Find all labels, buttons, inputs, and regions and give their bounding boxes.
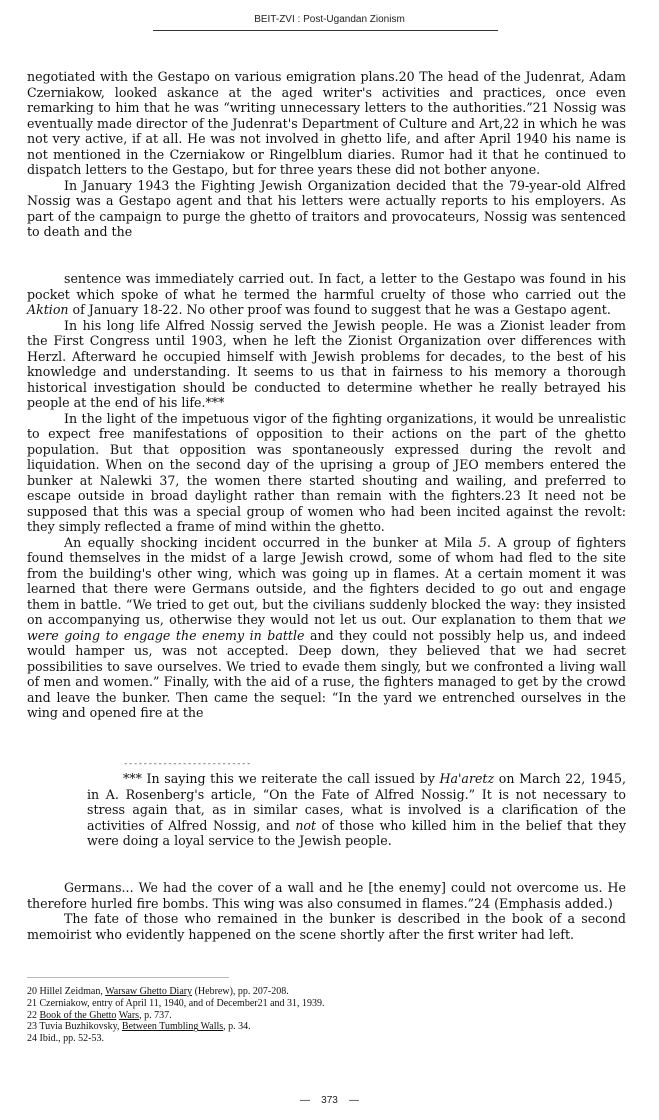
text-span: *** In saying this we reiterate the call issued by — [123, 771, 440, 786]
italic-emphasis: not — [295, 817, 317, 833]
footnote-rule — [27, 977, 229, 978]
italic-number: 5 — [478, 534, 487, 550]
note-separator: -------------------------- — [123, 759, 251, 769]
body-block-1 — [27, 69, 626, 240]
page-number-value: 373 — [321, 1095, 338, 1106]
italic-source: Ha'aretz — [439, 771, 495, 786]
footnote-20 — [27, 986, 367, 998]
dash: — — [348, 1095, 359, 1106]
text-span: sentence was immediately carried out. In fact, a letter to the Gestapo was found in his pocket which spoke of what he termed the harmful cruelty of those who carried out the — [27, 271, 626, 302]
footnote-24 — [27, 1033, 367, 1045]
footnote-number: 20 — [27, 986, 37, 997]
text-span: . A group of fighters found themselves in the midst of a large Jewish crowd, some of whom had fled to the site from the building's other wing, which was going up in flames. At a certain moment it was learned that there were Germans outside, and the fighters decided to go out and engage them in battle. “We tried to get out, but the civilians suddenly blocked the way: they insisted on accompanying us, otherwise they would not let us out. Our explanation to them that — [27, 534, 626, 627]
header-rule — [153, 30, 498, 31]
running-header: BEIT-ZVI : Post-Ugandan Zionism — [254, 14, 405, 25]
paragraph — [27, 271, 626, 318]
footnote-title: Between Tumbling Walls — [121, 1021, 224, 1033]
text-span: of January 18-22. No other proof was found to suggest that he was a Gestapo agent. — [68, 302, 611, 317]
text-span: Tuvia Buzhikovsky, — [37, 1021, 122, 1033]
footnote-title: Warsaw Ghetto Diary — [105, 986, 193, 997]
dash: — — [300, 1095, 311, 1106]
italic-term: Aktion — [27, 302, 69, 317]
paragraph: Germans... We had the cover of a wall and he [the enemy] could not overcome us. He therefore hurled fire bombs. This wing was also consumed in flames.”24 (Emphasis added.) — [27, 880, 626, 911]
text-span: Hillel Zeidman, — [37, 986, 106, 997]
text-span: (Hebrew), pp. 207-208. — [192, 986, 289, 997]
text-span: on March 22, 1945, in A. Rosenberg's article, “On the Fate of Alfred Nossig.” It is not necessary to stress again that, as in similar cases, what is involved is a clarification of the activities of Alfred Nossig, and — [87, 771, 626, 833]
page-number — [0, 1095, 659, 1106]
text-span: An equally shocking incident occurred in the bunker at Mila — [64, 534, 479, 550]
paragraph: negotiated with the Gestapo on various emigration plans.20 The head of the Judenrat, Adam Czerniakow, looked askance at the aged writer's activities and practices, once even remarking to him that he was “writing unnecessary letters to the authorities.”21 Nossig was eventually made director of the Judenrat's Department of Culture and Art,22 in which he was not very active, if at all. He was not involved in ghetto life, and after April 1940 his name is not mentioned in the Czerniakow or Ringelblum diaries. Rumor had it that he continued to dispatch letters to the Gestapo, but for three years these did not bother anyone. — [27, 69, 626, 177]
footnote-22 — [27, 1010, 367, 1022]
text-span: , p. 34. — [223, 1021, 251, 1033]
footnote-title: Book of the Ghetto — [39, 1009, 117, 1021]
footnote-number: 23 — [27, 1021, 37, 1033]
text-span: , p. 737. — [139, 1009, 172, 1021]
text-span: and they could not possibly help us, and indeed would hamper us, was not accepted. Deep down, they believed that we had secret possibilities to save ourselves. We tried to evade them singly, but we confronted a living wall of men and women.” Finally, with the aid of a ruse, the fighters managed to get by the crowd and leave the bunker. Then came the sequel: “In the yard we entrenched ourselves in the wing and opened fire at the — [27, 627, 627, 720]
italic-emphasis: we were going to engage the enemy in battle — [27, 612, 626, 643]
footnote-21 — [27, 998, 367, 1010]
footnote-23 — [27, 1021, 367, 1033]
text-span: Czerniakow, entry of April 11, 1940, and of December21 and 31, 1939. — [37, 997, 325, 1009]
author-note — [87, 771, 626, 849]
paragraph — [27, 535, 626, 721]
footnote-number: 24 — [27, 1033, 37, 1045]
paragraph: The fate of those who remained in the bunker is described in the book of a second memoirist who evidently happened on the scene shortly after the first writer had left. — [27, 911, 626, 942]
text-span: of those who killed him in the belief that they were doing a loyal service to the Jewish people. — [87, 817, 626, 848]
paragraph: In January 1943 the Fighting Jewish Organization decided that the 79-year-old Alfred Nossig was a Gestapo agent and that his letters were actually reports to his employers. As part of the campaign to purge the ghetto of traitors and provocateurs, Nossig was sentenced to death and the — [27, 177, 626, 239]
footnote-number: 21 — [27, 997, 37, 1009]
footnote-number: 22 — [27, 1009, 37, 1021]
text-span: Ibid., pp. 52-53. — [37, 1033, 104, 1045]
note-paragraph — [87, 771, 626, 849]
footnote-title: Wars — [118, 1009, 140, 1021]
body-block-3 — [27, 880, 626, 942]
body-block-2 — [27, 271, 626, 721]
footnotes — [27, 986, 367, 1045]
paragraph: In his long life Alfred Nossig served the Jewish people. He was a Zionist leader from the First Congress until 1903, when he left the Zionist Organization over differences with Herzl. Afterward he occupied himself with Jewish problems for decades, to the best of his knowledge and understanding. It seems to us that in fairness to his memory a thorough historical investigation should be conducted to determine whether he really betrayed his people at the end of his life.*** — [27, 317, 626, 410]
paragraph: In the light of the impetuous vigor of the fighting organizations, it would be unrealistic to expect free manifestations of opposition to their actions on the part of the ghetto population. But that opposition was spontaneously expressed during the revolt and liquidation. When on the second day of the uprising a group of JEO members entered the bunker at Nalewki 37, the women there started shouting and wailing, and preferred to escape outside in broad daylight rather than remain with the fighters.23 It need not be supposed that this was a special group of women who had been incited against the revolt: they simply reflected a frame of mind within the ghetto. — [27, 410, 626, 534]
